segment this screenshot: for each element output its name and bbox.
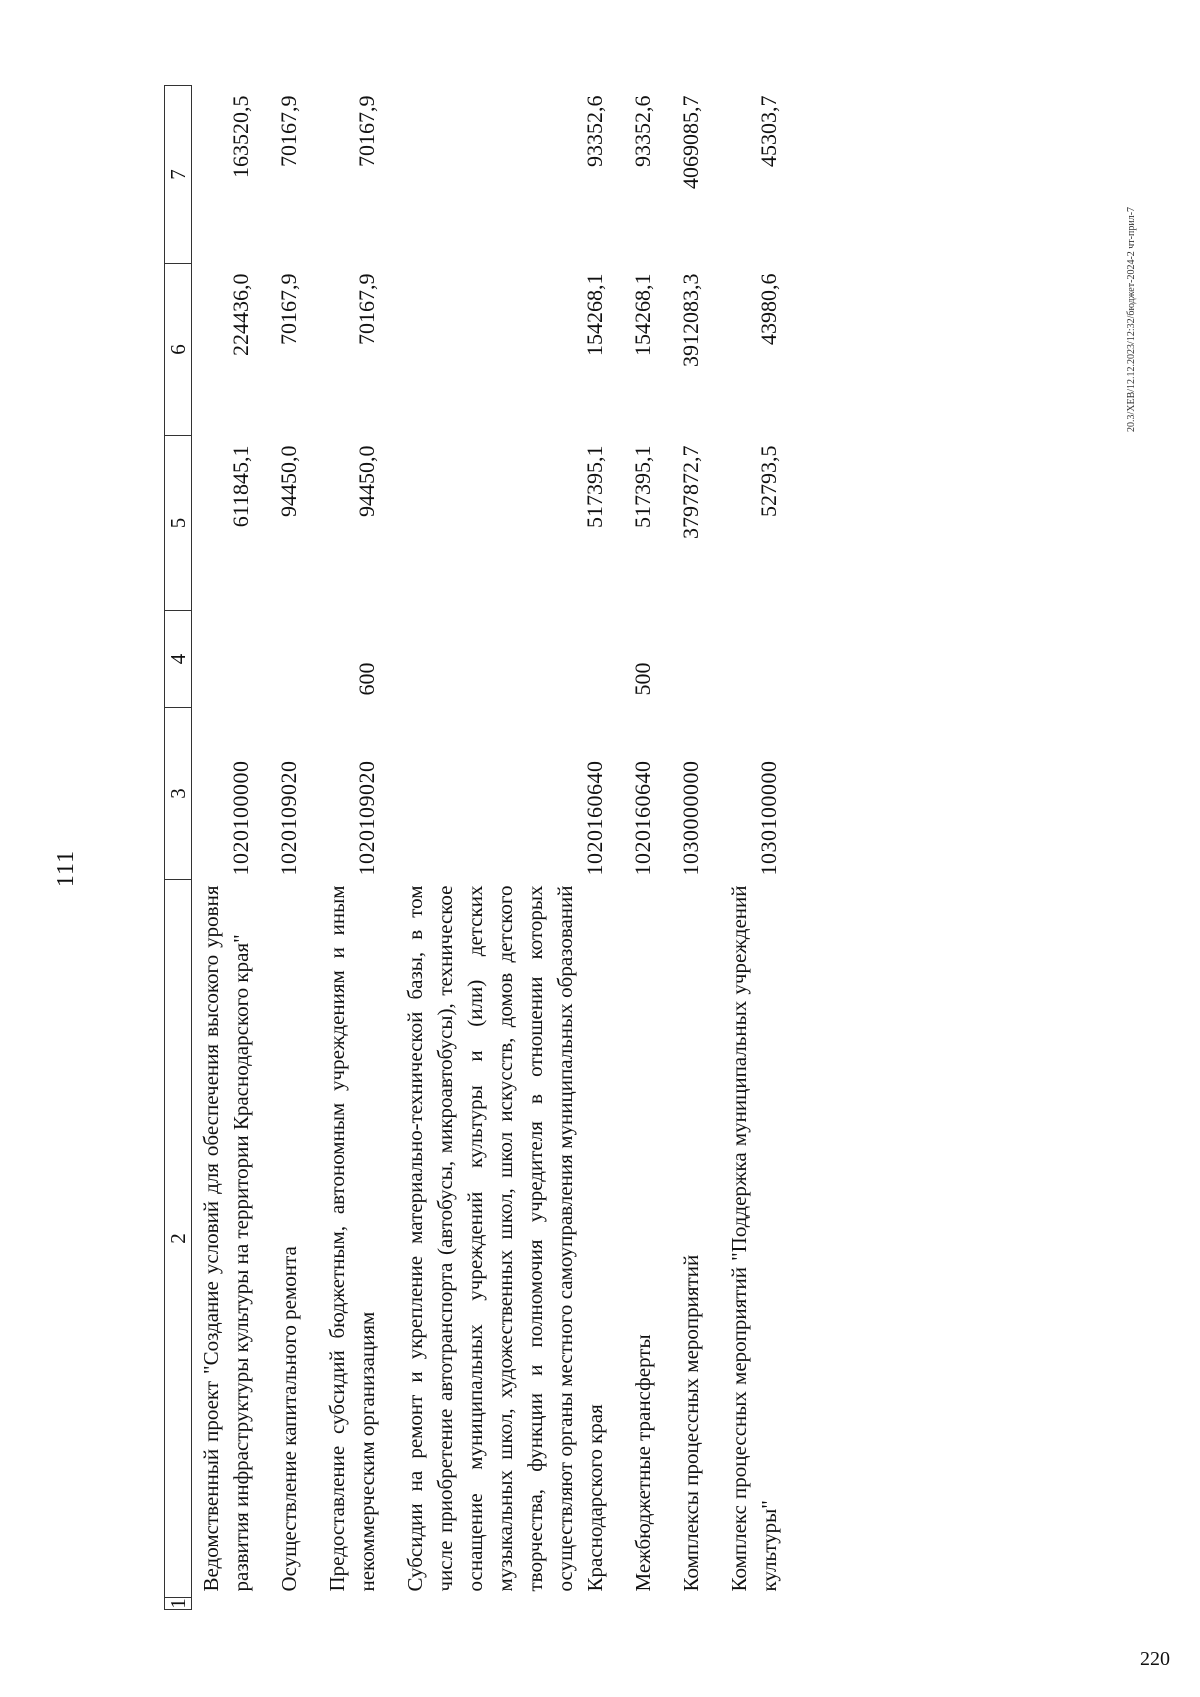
row-amount-col7: 70167,9 [276, 95, 301, 167]
row-amount-col6: 43980,6 [756, 273, 781, 345]
row-target-code: 1020160640 [582, 760, 607, 876]
row-number-cell [720, 1598, 790, 1610]
header-cell: 6 [165, 264, 192, 436]
row-number-cell [192, 1598, 271, 1610]
row-amount-col5: 3797872,7 [678, 445, 703, 539]
row-amount-col7: 163520,5 [228, 95, 253, 178]
row-amount-col7: 93352,6 [630, 95, 655, 167]
row-target-code: 1030000000 [678, 760, 703, 876]
row-amount-col5: 517395,1 [582, 445, 607, 528]
row-amount-col6: 154268,1 [582, 273, 607, 356]
page-number: 111 [53, 849, 80, 888]
row-description: Ведомственный проект "Создание условий для обеспечения высокого уровня развития инфраструктуры культуры на территории Краснодарского края" [199, 885, 253, 1592]
header-cell: 5 [165, 436, 192, 611]
header-cell: 3 [165, 708, 192, 880]
budget-table-rotated [164, 86, 964, 1610]
row-expense-type [270, 611, 318, 708]
row-description: Предоставление субсидий бюджетным, автономным учреждениям и иным некоммерческим организациям [325, 885, 379, 1592]
budget-table [164, 85, 790, 1610]
row-amount-col6: 154268,1 [630, 273, 655, 356]
row-amount-col7: 45303,7 [756, 95, 781, 167]
row-target-code: 1020109020 [276, 760, 301, 876]
row-description: Комплекс процессных мероприятий "Поддержка муниципальных учреждений культуры" [727, 885, 781, 1592]
row-expense-type [672, 611, 720, 708]
row-amount-col6: 70167,9 [276, 273, 301, 345]
sheet-number: 220 [1140, 1648, 1170, 1670]
row-target-code: 1020109020 [354, 760, 379, 876]
row-amount-col5: 94450,0 [276, 445, 301, 517]
row-expense-type: 500 [630, 662, 655, 696]
header-cell: 2 [165, 880, 192, 1598]
row-number-cell [270, 1598, 318, 1610]
table-row [192, 86, 271, 1610]
row-amount-col7: 70167,9 [354, 95, 379, 167]
row-expense-type [396, 611, 624, 708]
row-expense-type [720, 611, 790, 708]
table-row [672, 86, 720, 1610]
row-amount-col7: 4069085,7 [678, 95, 703, 189]
row-amount-col5: 517395,1 [630, 445, 655, 528]
row-expense-type: 600 [354, 662, 379, 696]
row-description: Комплексы процессных мероприятий [679, 1254, 703, 1592]
row-description: Осуществление капитального ремонта [277, 1246, 301, 1592]
row-number-cell [396, 1598, 624, 1610]
row-amount-col6: 224436,0 [228, 273, 253, 356]
header-cell: 4 [165, 611, 192, 708]
table-row [624, 86, 672, 1610]
row-amount-col5: 611845,1 [228, 445, 253, 528]
table-row [270, 86, 318, 1610]
row-description: Субсидии на ремонт и укрепление материально-технической базы, в том числе приобретение автотранспорта (автобусы, микроавтобусы), техническое оснащение муниципальных учреждений культуры и (или) детских музыкальных школ, художественных школ, школ искусств, домов детского творчества, функции и полномочия учредителя в отношении которых осуществляют органы местного самоуправления муниципальных образований Краснодарского края [403, 885, 607, 1592]
row-amount-col5: 94450,0 [354, 445, 379, 517]
row-number-cell [672, 1598, 720, 1610]
table-row [396, 86, 624, 1610]
row-description: Межбюджетные трансферты [631, 1334, 655, 1592]
row-target-code: 1020100000 [228, 760, 253, 876]
row-amount-col6: 70167,9 [354, 273, 379, 345]
row-expense-type [192, 611, 271, 708]
row-target-code: 1020160640 [630, 760, 655, 876]
document-footer-code: 20.3/ХЕВ/12.12.2023/12:32/бюджет-2024-2 чт-прил-7 [1126, 206, 1137, 432]
row-number-cell [624, 1598, 672, 1610]
row-number-cell [318, 1598, 396, 1610]
table-row [318, 86, 396, 1610]
row-amount-col7: 93352,6 [582, 95, 607, 167]
row-amount-col6: 3912083,3 [678, 273, 703, 367]
table-row [720, 86, 790, 1610]
row-amount-col5: 52793,5 [756, 445, 781, 517]
row-target-code: 1030100000 [756, 760, 781, 876]
table-header-row [165, 86, 192, 1610]
header-cell: 1 [166, 1598, 190, 1609]
header-cell: 7 [165, 86, 192, 264]
